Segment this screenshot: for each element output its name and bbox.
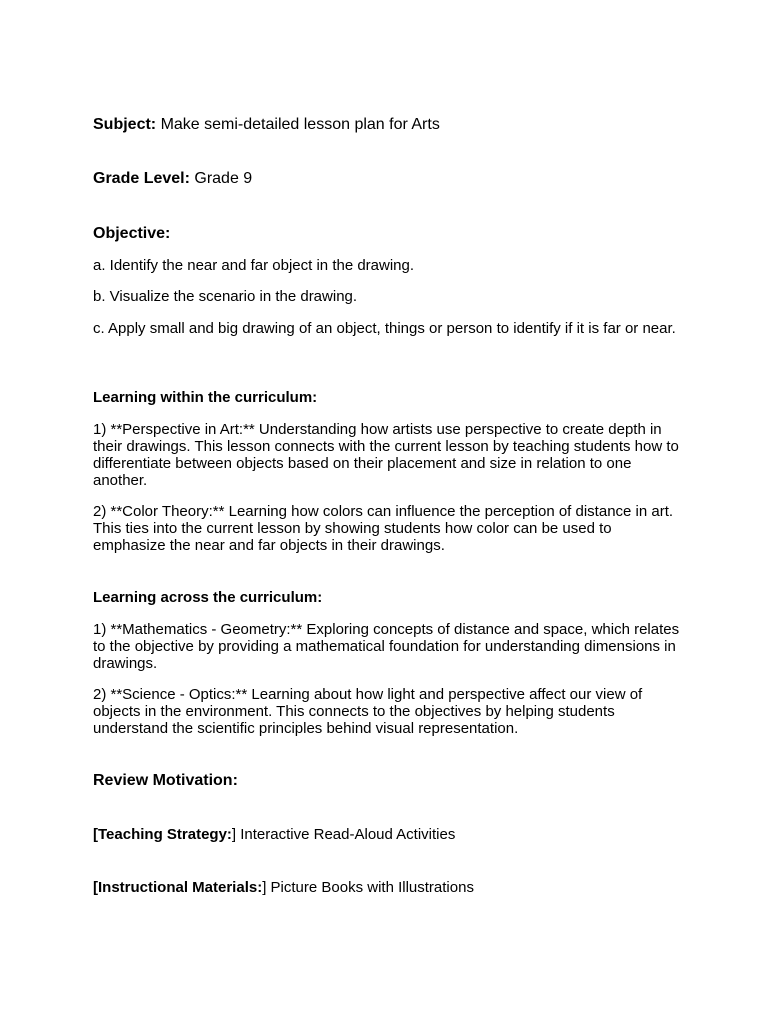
subject-line	[93, 116, 440, 134]
within-curriculum-item-1: 1) **Perspective in Art:** Understanding how artists use perspective to create depth in their drawings. This lesson connects with the current lesson by teaching students how to differentiate between objects based on their placement and size in relation to one another.	[93, 421, 679, 489]
grade-level-value: Grade 9	[189, 170, 253, 187]
teaching-strategy-value: ] Interactive Read-Aloud Activities	[231, 826, 456, 843]
within-curriculum-heading-text: Learning within the curriculum:	[93, 389, 318, 406]
objective-heading	[93, 225, 170, 243]
teaching-strategy-line	[93, 826, 455, 843]
objective-item-b: b. Visualize the scenario in the drawing.	[93, 288, 358, 305]
within-curriculum-heading	[93, 389, 317, 406]
objective-item-a: a. Identify the near and far object in the drawing.	[93, 257, 415, 274]
grade-level-label: Grade Level:	[93, 170, 190, 187]
instructional-materials-label: [Instructional Materials:	[93, 879, 263, 896]
instructional-materials-value: ] Picture Books with Illustrations	[262, 879, 474, 896]
subject-label: Subject:	[93, 116, 157, 133]
review-motivation-heading	[93, 772, 238, 790]
across-curriculum-item-2: 2) **Science - Optics:** Learning about how light and perspective affect our view of objects in the environment. This connects to the objectives by helping students understand the scientific principles behind visual representation.	[93, 686, 643, 737]
across-curriculum-heading-text: Learning across the curriculum:	[93, 589, 323, 606]
across-curriculum-heading	[93, 589, 322, 606]
subject-value: Make semi-detailed lesson plan for Arts	[156, 116, 440, 133]
teaching-strategy-label: [Teaching Strategy:	[93, 826, 232, 843]
instructional-materials-line	[93, 879, 474, 896]
objective-item-c: c. Apply small and big drawing of an object, things or person to identify if it is far or near.	[93, 320, 676, 337]
grade-level-line	[93, 170, 252, 188]
across-curriculum-item-1: 1) **Mathematics - Geometry:** Exploring concepts of distance and space, which relates to the objective by providing a mathematical foundation for understanding dimensions in drawings.	[93, 621, 680, 672]
review-motivation-heading-text: Review Motivation:	[93, 772, 238, 789]
within-curriculum-item-2: 2) **Color Theory:** Learning how colors can influence the perception of distance in art. This ties into the current lesson by showing students how color can be used to emphasize the near and far objects in their drawings.	[93, 503, 674, 554]
objective-heading-text: Objective:	[93, 225, 171, 242]
